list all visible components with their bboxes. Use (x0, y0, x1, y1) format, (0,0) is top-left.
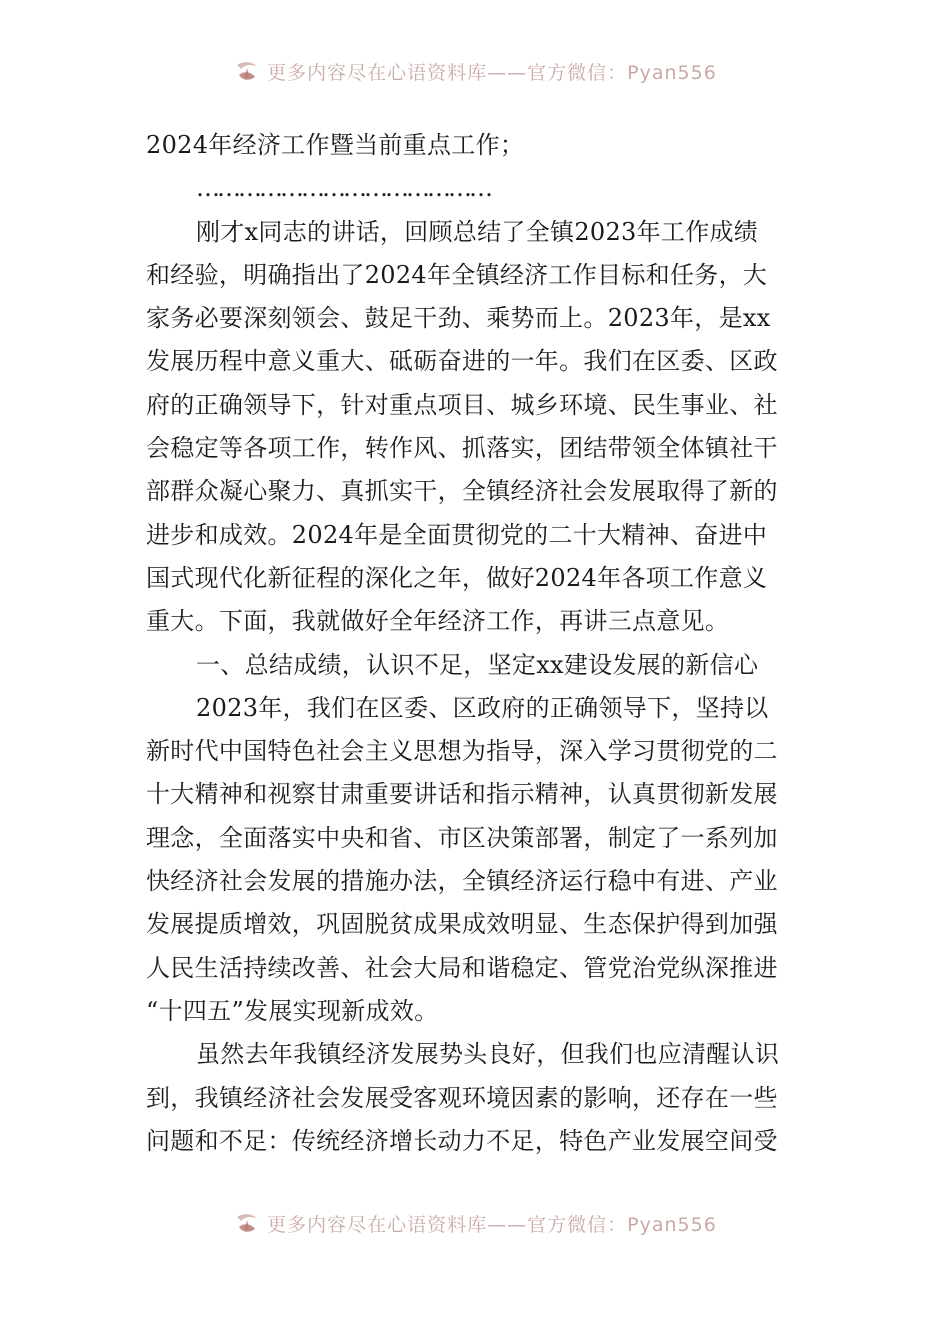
document-body (146, 124, 810, 1163)
text-line: 进步和成效。2024年是全面贯彻党的二十大精神、奋进中 (146, 520, 768, 549)
text-line: 虽然去年我镇经济发展势头良好，但我们也应清醒认识 (196, 1040, 780, 1069)
logo-icon (233, 59, 261, 83)
text-line: 重大。下面，我就做好全年经济工作，再讲三点意见。 (146, 607, 730, 636)
header-watermark (0, 56, 950, 86)
section-heading: 一、总结成绩，认识不足，坚定xx建设发展的新信心 (196, 650, 759, 679)
text-line: 和经验，明确指出了2024年全镇经济工作目标和任务，大 (146, 260, 768, 289)
text-line: 人民生活持续改善、社会大局和谐稳定、管党治党纵深推进 (146, 953, 778, 982)
footer-watermark (0, 1208, 950, 1238)
text-line: 家务必要深刻领会、鼓足干劲、乘势而上。2023年，是xx (146, 304, 771, 333)
ellipsis-line: …………………………………… (196, 174, 490, 203)
text-line: 问题和不足：传统经济增长动力不足，特色产业发展空间受 (146, 1126, 778, 1155)
text-line: 发展历程中意义重大、砥砺奋进的一年。我们在区委、区政 (146, 347, 778, 376)
text-line: 快经济社会发展的措施办法，全镇经济运行稳中有进、产业 (146, 867, 778, 896)
logo-icon (233, 1211, 261, 1235)
text-line: 会稳定等各项工作，转作风、抓落实，团结带领全体镇社干 (146, 434, 778, 463)
watermark-text: 更多内容尽在心语资料库——官方微信：Pyan556 (267, 61, 717, 84)
text-line: 新时代中国特色社会主义思想为指导，深入学习贯彻党的二 (146, 737, 778, 766)
text-line: 发展提质增效，巩固脱贫成果成效明显、生态保护得到加强 (146, 910, 778, 939)
text-line: 十大精神和视察甘肃重要讲话和指示精神，认真贯彻新发展 (146, 780, 778, 809)
text-line: 国式现代化新征程的深化之年，做好2024年各项工作意义 (146, 563, 768, 592)
text-line: 府的正确领导下，针对重点项目、城乡环境、民生事业、社 (146, 390, 778, 419)
text-line: 2023年，我们在区委、区政府的正确领导下，坚持以 (196, 693, 769, 722)
text-line: 理念，全面落实中央和省、市区决策部署，制定了一系列加 (146, 823, 778, 852)
text-line: 刚才x同志的讲话，回顾总结了全镇2023年工作成绩 (196, 217, 759, 246)
text-line: 部群众凝心聚力、真抓实干，全镇经济社会发展取得了新的 (146, 477, 778, 506)
text-line: “十四五”发展实现新成效。 (146, 996, 439, 1025)
text-line: 2024年经济工作暨当前重点工作； (146, 131, 525, 159)
watermark-text: 更多内容尽在心语资料库——官方微信：Pyan556 (267, 1213, 717, 1236)
text-line: 到，我镇经济社会发展受客观环境因素的影响，还存在一些 (146, 1083, 778, 1112)
